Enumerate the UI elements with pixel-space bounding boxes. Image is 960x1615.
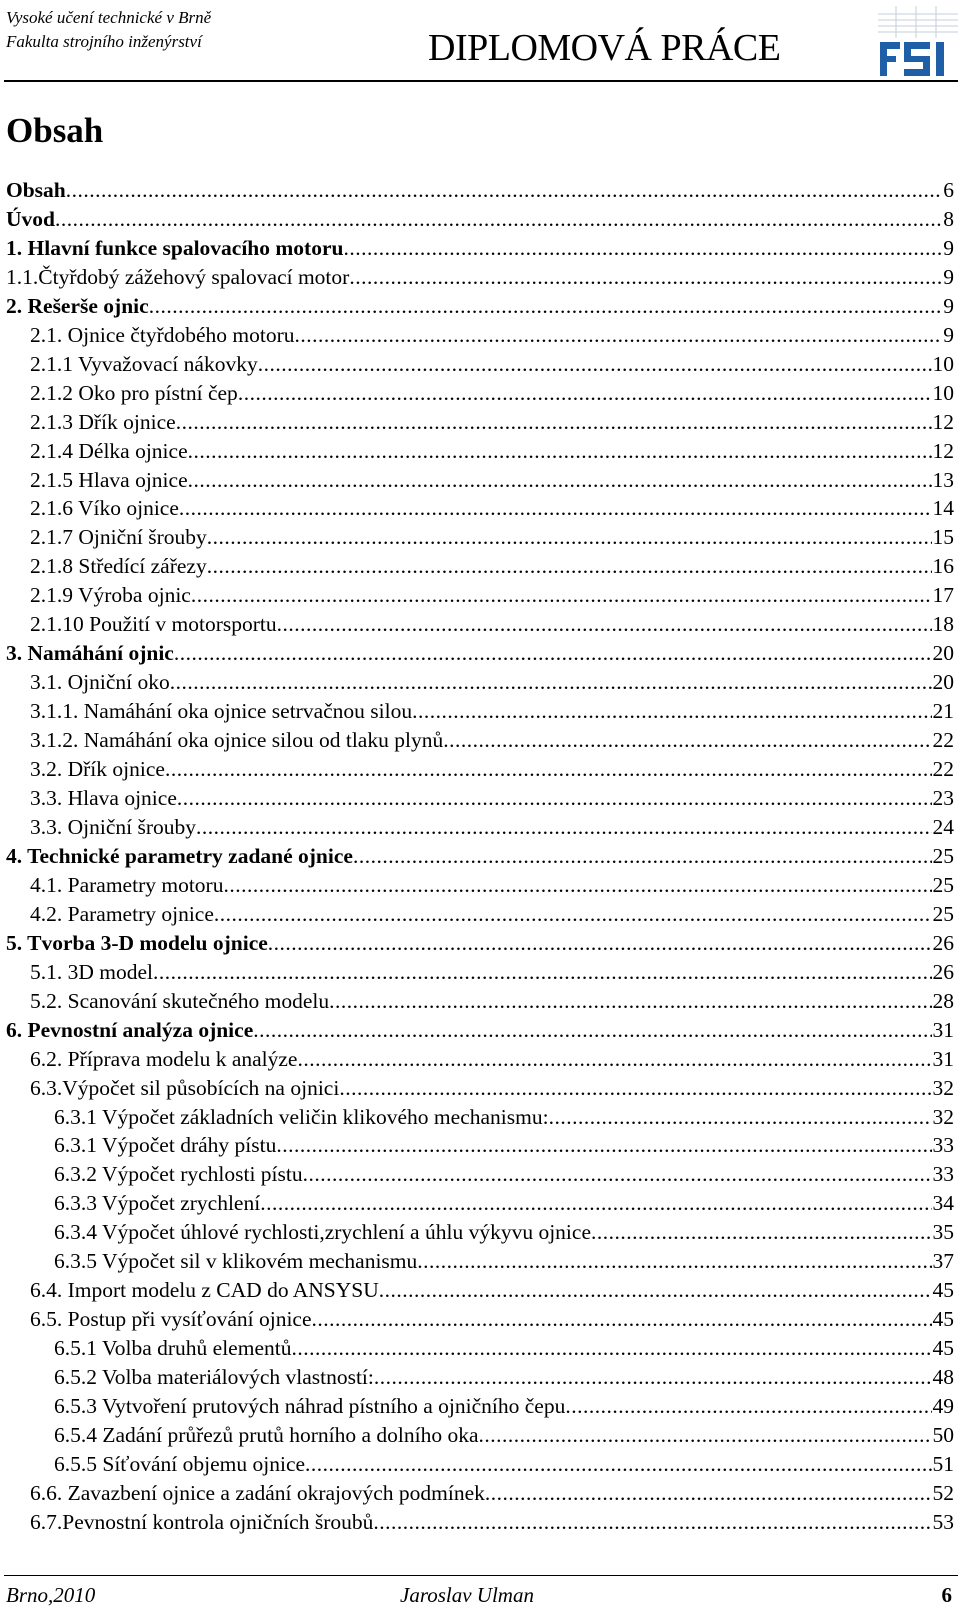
toc-leader xyxy=(207,523,932,552)
toc-leader xyxy=(149,292,943,321)
toc-entry[interactable] xyxy=(0,205,960,234)
toc-entry-title: 6.2. Příprava modelu k analýze xyxy=(30,1046,298,1071)
toc-entry-title: 2. Rešerše ojnic xyxy=(6,293,149,318)
toc-entry-page: 17 xyxy=(932,583,954,608)
toc-leader xyxy=(253,1016,931,1045)
footer-place-year: Brno,2010 xyxy=(6,1583,96,1607)
toc-entry[interactable] xyxy=(0,1247,960,1276)
toc-entry-page: 14 xyxy=(932,496,954,521)
toc-entry[interactable] xyxy=(0,1421,960,1450)
toc-entry[interactable] xyxy=(0,1276,960,1305)
toc-entry-title: 2.1.6 Víko ojnice xyxy=(30,496,179,521)
toc-leader xyxy=(55,205,942,234)
toc-entry-title: 6.5. Postup při vysíťování ojnice xyxy=(30,1307,312,1332)
toc-entry[interactable] xyxy=(0,581,960,610)
toc-entry-page: 23 xyxy=(932,786,954,811)
toc-entry-page: 12 xyxy=(932,438,954,463)
toc-leader xyxy=(565,1392,931,1421)
toc-leader xyxy=(412,697,931,726)
toc-entry-title: 4. Technické parametry zadané ojnice xyxy=(6,843,353,868)
header-institution xyxy=(6,6,211,54)
document-type-title: DIPLOMOVÁ PRÁCE xyxy=(428,27,781,69)
toc-entry-page: 26 xyxy=(932,959,954,984)
toc-entry-page: 34 xyxy=(932,1191,954,1216)
toc-entry[interactable] xyxy=(0,1392,960,1421)
toc-entry-title: 6.7.Pevnostní kontrola ojničních šroubů xyxy=(30,1509,374,1534)
toc-leader xyxy=(373,1508,931,1537)
toc-entry-title: 4.2. Parametry ojnice xyxy=(30,901,214,926)
toc-entry-page: 9 xyxy=(943,264,954,289)
toc-leader xyxy=(258,350,932,379)
toc-entry[interactable] xyxy=(0,350,960,379)
toc-entry[interactable] xyxy=(0,321,960,350)
toc-entry-page: 25 xyxy=(932,843,954,868)
toc-entry[interactable] xyxy=(0,639,960,668)
toc-leader xyxy=(196,813,931,842)
toc-entry-title: 3.2. Dřík ojnice xyxy=(30,757,165,782)
toc-entry[interactable] xyxy=(0,1045,960,1074)
toc-leader xyxy=(277,610,932,639)
toc-entry[interactable] xyxy=(0,1305,960,1334)
toc-entry-page: 15 xyxy=(932,525,954,550)
toc-entry[interactable] xyxy=(0,263,960,292)
header-divider xyxy=(4,80,958,82)
toc-entry[interactable] xyxy=(0,697,960,726)
toc-entry-title: 2.1.2 Oko pro pístní čep xyxy=(30,380,238,405)
toc-entry-page: 50 xyxy=(932,1422,954,1447)
toc-entry-title: 3.1.2. Namáhání oka ojnice silou od tlaku plynů xyxy=(30,728,444,753)
toc-leader xyxy=(297,1045,931,1074)
fsi-logo-icon xyxy=(876,2,960,78)
toc-entry[interactable] xyxy=(0,234,960,263)
toc-entry-title: 2.1.9 Výroba ojnic xyxy=(30,583,191,608)
toc-entry[interactable] xyxy=(0,987,960,1016)
toc-entry-title: 2.1.10 Použití v motorsportu xyxy=(30,612,277,637)
faculty-name: Fakulta strojního inženýrství xyxy=(6,32,202,51)
toc-entry-title: 4.1. Parametry motoru xyxy=(30,872,224,897)
toc-entry-page: 9 xyxy=(943,293,954,318)
toc-leader xyxy=(223,871,931,900)
toc-entry-title: 2.1.8 Středící zářezy xyxy=(30,554,207,579)
toc-leader xyxy=(339,1074,931,1103)
toc-entry[interactable] xyxy=(0,408,960,437)
toc-entry-page: 25 xyxy=(932,901,954,926)
toc-entry[interactable] xyxy=(0,1160,960,1189)
toc-entry-page: 31 xyxy=(932,1017,954,1042)
toc-entry-page: 48 xyxy=(932,1365,954,1390)
toc-entry-title: 6.3.5 Výpočet sil v klikovém mechanismu xyxy=(54,1249,418,1274)
toc-entry-title: 3.3. Hlava ojnice xyxy=(30,786,177,811)
toc-entry-page: 51 xyxy=(932,1451,954,1476)
toc-entry-page: 20 xyxy=(932,641,954,666)
toc-entry[interactable] xyxy=(0,292,960,321)
toc-entry-title: 1.1.Čtyřdobý zážehový spalovací motor xyxy=(6,264,350,289)
toc-leader xyxy=(312,1305,932,1334)
toc-entry-title: 6.5.5 Síťování objemu ojnice xyxy=(54,1451,306,1476)
toc-entry[interactable] xyxy=(0,1363,960,1392)
toc-entry-title: Obsah xyxy=(6,178,66,202)
toc-entry-page: 9 xyxy=(943,235,954,260)
toc-entry[interactable] xyxy=(0,552,960,581)
toc-entry[interactable] xyxy=(0,1074,960,1103)
toc-entry-title: 5.2. Scanování skutečného modelu xyxy=(30,988,330,1013)
toc-entry-page: 28 xyxy=(932,988,954,1013)
toc-entry-title: 2.1.4 Délka ojnice xyxy=(30,438,188,463)
toc-entry-page: 13 xyxy=(932,467,954,492)
toc-entry-title: 1. Hlavní funkce spalovacího motoru xyxy=(6,235,344,260)
toc-leader xyxy=(177,784,932,813)
toc-entry[interactable] xyxy=(0,958,960,987)
toc-entry-page: 8 xyxy=(943,206,954,231)
toc-entry[interactable] xyxy=(0,842,960,871)
toc-leader xyxy=(238,379,932,408)
toc-entry-title: 6.3.4 Výpočet úhlové rychlosti,zrychlení a úhlu výkyvu ojnice xyxy=(54,1220,591,1245)
toc-entry[interactable] xyxy=(0,610,960,639)
toc-leader xyxy=(374,1363,932,1392)
toc-entry[interactable] xyxy=(0,1450,960,1479)
toc-entry-page: 45 xyxy=(932,1307,954,1332)
toc-entry[interactable] xyxy=(0,1479,960,1508)
toc-entry-page: 32 xyxy=(932,1075,954,1100)
toc-entry[interactable] xyxy=(0,379,960,408)
toc-entry[interactable] xyxy=(0,900,960,929)
toc-entry-title: 3.1.1. Namáhání oka ojnice setrvačnou silou xyxy=(30,699,413,724)
footer-divider xyxy=(4,1575,958,1576)
toc-entry-page: 22 xyxy=(932,757,954,782)
toc-leader xyxy=(591,1218,932,1247)
toc-entry-page: 12 xyxy=(932,409,954,434)
toc-entry-title: 2.1.3 Dřík ojnice xyxy=(30,409,176,434)
toc-leader xyxy=(268,929,932,958)
toc-entry-title: 6.3.3 Výpočet zrychlení xyxy=(54,1191,261,1216)
toc-leader xyxy=(305,1450,931,1479)
toc-entry-page: 33 xyxy=(932,1133,954,1158)
toc-entry-title: 5. Tvorba 3-D modelu ojnice xyxy=(6,930,268,955)
toc-leader xyxy=(353,842,932,871)
toc-entry-title: 6.3.Výpočet sil působících na ojnici xyxy=(30,1075,340,1100)
toc-entry-page: 33 xyxy=(932,1162,954,1187)
toc-entry-title: 6.5.2 Volba materiálových vlastností: xyxy=(54,1365,374,1390)
toc-entry-page: 52 xyxy=(932,1480,954,1505)
toc-leader xyxy=(174,639,932,668)
toc-entry-page: 45 xyxy=(932,1336,954,1361)
toc-entry[interactable] xyxy=(0,668,960,697)
toc-leader xyxy=(165,755,932,784)
toc-entry-page: 32 xyxy=(932,1104,954,1129)
toc-entry[interactable] xyxy=(0,1131,960,1160)
toc-leader xyxy=(479,1421,932,1450)
toc-leader xyxy=(153,958,931,987)
toc-entry[interactable] xyxy=(0,726,960,755)
toc-entry[interactable] xyxy=(0,466,960,495)
toc-entry-page: 37 xyxy=(932,1249,954,1274)
toc-entry-page: 49 xyxy=(932,1394,954,1419)
toc-entry-title: 3. Namáhání ojnic xyxy=(6,641,174,666)
toc-entry-page: 26 xyxy=(932,930,954,955)
toc-leader xyxy=(291,1334,931,1363)
toc-entry[interactable] xyxy=(0,1016,960,1045)
toc-entry[interactable] xyxy=(0,523,960,552)
toc-entry[interactable] xyxy=(0,176,960,205)
toc-leader xyxy=(303,1160,932,1189)
footer-author: Jaroslav Ulman xyxy=(400,1583,534,1607)
toc-entry-title: 6.5.4 Zadání průřezů prutů horního a dolního oka xyxy=(54,1422,479,1447)
toc-leader xyxy=(276,1131,931,1160)
toc-leader xyxy=(191,581,932,610)
toc-leader xyxy=(188,437,932,466)
toc-entry-title: 6.3.1 Výpočet základních veličin klikového mechanismu: xyxy=(54,1104,549,1129)
toc-leader xyxy=(329,987,931,1016)
toc-entry-page: 9 xyxy=(943,322,954,347)
toc-leader xyxy=(379,1276,932,1305)
toc-entry-title: 2.1. Ojnice čtyřdobého motoru xyxy=(30,322,295,347)
toc-leader xyxy=(214,900,932,929)
toc-entry-page: 10 xyxy=(932,351,954,376)
toc-leader xyxy=(485,1479,932,1508)
toc-entry-page: 21 xyxy=(932,699,954,724)
toc-leader xyxy=(349,263,942,292)
toc-entry-title: 6. Pevnostní analýza ojnice xyxy=(6,1017,254,1042)
footer-page-number: 6 xyxy=(941,1583,952,1607)
page-header xyxy=(0,0,960,82)
table-of-contents xyxy=(0,176,960,1537)
toc-entry-title: 6.3.2 Výpočet rychlosti pístu xyxy=(54,1162,303,1187)
toc-leader xyxy=(207,552,932,581)
toc-entry[interactable] xyxy=(0,494,960,523)
toc-entry-page: 53 xyxy=(932,1509,954,1534)
toc-entry[interactable] xyxy=(0,871,960,900)
toc-leader xyxy=(66,176,942,205)
toc-entry-title: 2.1.5 Hlava ojnice xyxy=(30,467,188,492)
toc-entry-page: 16 xyxy=(932,554,954,579)
toc-leader xyxy=(549,1103,932,1132)
toc-entry-title: 2.1.7 Ojniční šrouby xyxy=(30,525,207,550)
toc-entry-title: 3.3. Ojniční šrouby xyxy=(30,814,197,839)
toc-entry-page: 20 xyxy=(932,670,954,695)
toc-entry[interactable] xyxy=(0,1189,960,1218)
toc-entry[interactable] xyxy=(0,813,960,842)
toc-entry[interactable] xyxy=(0,784,960,813)
toc-entry-page: 35 xyxy=(932,1220,954,1245)
toc-entry[interactable] xyxy=(0,437,960,466)
toc-leader xyxy=(343,234,942,263)
toc-entry-title: 3.1. Ojniční oko xyxy=(30,670,170,695)
toc-entry-page: 18 xyxy=(932,612,954,637)
toc-entry[interactable] xyxy=(0,1103,960,1132)
toc-entry[interactable] xyxy=(0,755,960,784)
toc-entry[interactable] xyxy=(0,929,960,958)
toc-entry-page: 45 xyxy=(932,1278,954,1303)
toc-entry-title: 5.1. 3D model xyxy=(30,959,154,984)
toc-entry[interactable] xyxy=(0,1334,960,1363)
toc-leader xyxy=(176,408,932,437)
toc-leader xyxy=(188,466,932,495)
toc-leader xyxy=(179,494,932,523)
toc-entry-page: 24 xyxy=(932,814,954,839)
toc-entry-title: 6.5.1 Volba druhů elementů xyxy=(54,1336,292,1361)
university-name: Vysoké učení technické v Brně xyxy=(6,8,212,27)
toc-entry-title: 6.4. Import modelu z CAD do ANSYSU xyxy=(30,1278,379,1303)
toc-entry-page: 22 xyxy=(932,728,954,753)
toc-entry[interactable] xyxy=(0,1508,960,1537)
toc-entry-page: 6 xyxy=(943,178,954,202)
toc-entry-title: 2.1.1 Vyvažovací nákovky xyxy=(30,351,258,376)
toc-leader xyxy=(443,726,931,755)
toc-leader xyxy=(417,1247,931,1276)
toc-entry-page: 31 xyxy=(932,1046,954,1071)
toc-entry-page: 25 xyxy=(932,872,954,897)
toc-entry-title: 6.6. Zavazbení ojnice a zadání okrajových podmínek xyxy=(30,1480,485,1505)
page-footer xyxy=(0,1580,960,1610)
toc-entry-title: 6.5.3 Vytvoření prutových náhrad pístního a ojničního čepu xyxy=(54,1394,566,1419)
toc-heading: Obsah xyxy=(6,111,104,150)
toc-entry[interactable] xyxy=(0,1218,960,1247)
toc-leader xyxy=(170,668,932,697)
toc-leader xyxy=(260,1189,931,1218)
toc-entry-page: 10 xyxy=(932,380,954,405)
toc-leader xyxy=(295,321,943,350)
toc-entry-title: Úvod xyxy=(6,206,55,231)
toc-entry-title: 6.3.1 Výpočet dráhy pístu xyxy=(54,1133,277,1158)
